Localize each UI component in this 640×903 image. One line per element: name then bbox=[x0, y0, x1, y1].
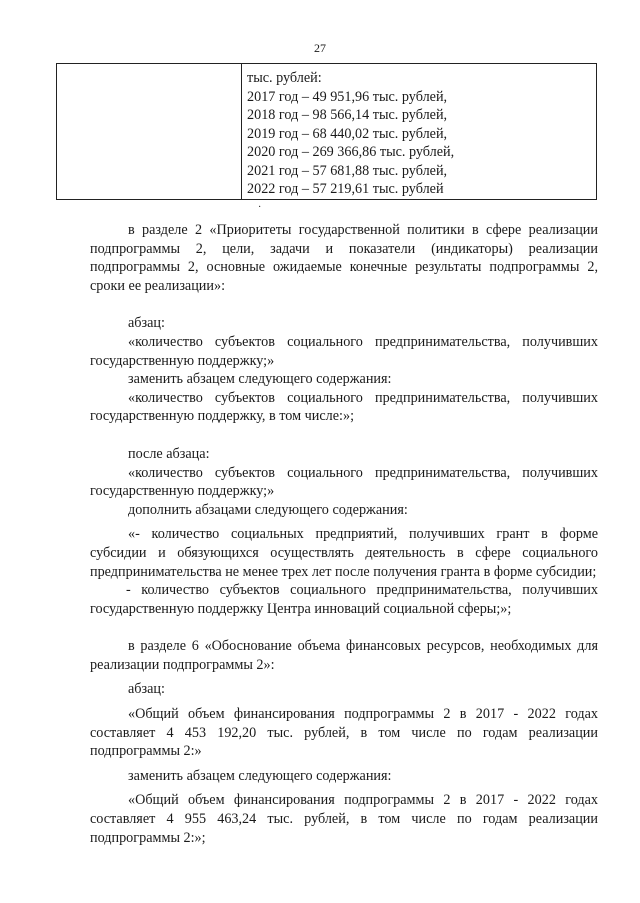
table-cell-left bbox=[57, 64, 242, 200]
table-line-2020: 2020 год – 269 366,86 тыс. рублей, bbox=[247, 144, 455, 160]
section2-new-text: «количество субъектов социального предпринимательства, получивших государственную поддержку, в том числе:»; bbox=[90, 389, 598, 425]
section6-old-text: «Общий объем финансирования подпрограммы 2 в 2017 - 2022 годах составляет 4 453 192,20 тыс. рублей, в том числе по годам реализации подпрограммы 2:» bbox=[90, 706, 598, 760]
financing-table bbox=[56, 63, 597, 200]
page-number: 27 bbox=[314, 41, 326, 55]
section6-new-text: «Общий объем финансирования подпрограммы 2 в 2017 - 2022 годах составляет 4 955 463,24 тыс. рублей, в том числе по годам реализации подпрограммы 2:»; bbox=[90, 792, 598, 846]
table-line-2022: 2022 год – 57 219,61 тыс. рублей bbox=[247, 181, 444, 197]
section2-after-label: после абзаца: bbox=[128, 445, 210, 462]
table-cell-right bbox=[242, 64, 597, 200]
document-body bbox=[90, 221, 598, 847]
table-line-2017: 2017 год – 49 951,96 тыс. рублей, bbox=[247, 88, 448, 105]
stray-mark: · bbox=[258, 202, 262, 213]
table-line-2019: 2019 год – 68 440,02 тыс. рублей, bbox=[247, 125, 448, 142]
table-line-unit: тыс. рублей: bbox=[247, 70, 322, 86]
section2-replace-label: заменить абзацем следующего содержания: bbox=[128, 371, 392, 388]
section2-add-item-2: - количество субъектов социального предпринимательства, получивших государственную поддержку Центра инноваций социальной сферы;»; bbox=[90, 582, 598, 617]
section6-intro: в разделе 6 «Обоснование объема финансовых ресурсов, необходимых для реализации подпрограммы 2»: bbox=[90, 638, 598, 673]
section6-abzac-label: абзац: bbox=[128, 681, 165, 698]
section2-add-label: дополнить абзацами следующего содержания: bbox=[128, 501, 408, 518]
section6-replace-label: заменить абзацем следующего содержания: bbox=[128, 767, 392, 784]
table-row bbox=[57, 64, 597, 200]
table-line-2018: 2018 год – 98 566,14 тыс. рублей, bbox=[247, 107, 448, 123]
section2-after-text: «количество субъектов социального предпринимательства, получивших государственную поддержку;» bbox=[90, 464, 598, 500]
section2-add-item-1: «- количество социальных предприятий, получивших грант в форме субсидии и обязующихся осуществлять деятельность в сфере социального предпринимательства не менее трех лет после получения гранта в форме субсидии; bbox=[90, 526, 598, 580]
section2-abzac-label: абзац: bbox=[128, 315, 165, 332]
section2-intro: в разделе 2 «Приоритеты государственной политики в сфере реализации подпрограммы 2, цели, задачи и показатели (индикаторы) реализации подпрограммы 2, основные ожидаемые конечные результаты подпрограммы 2, сроки ее реализации»: bbox=[90, 222, 598, 294]
table-line-2021: 2021 год – 57 681,88 тыс. рублей, bbox=[247, 162, 448, 179]
section2-old-text: «количество субъектов социального предпринимательства, получивших государственную поддержку;» bbox=[90, 333, 598, 369]
